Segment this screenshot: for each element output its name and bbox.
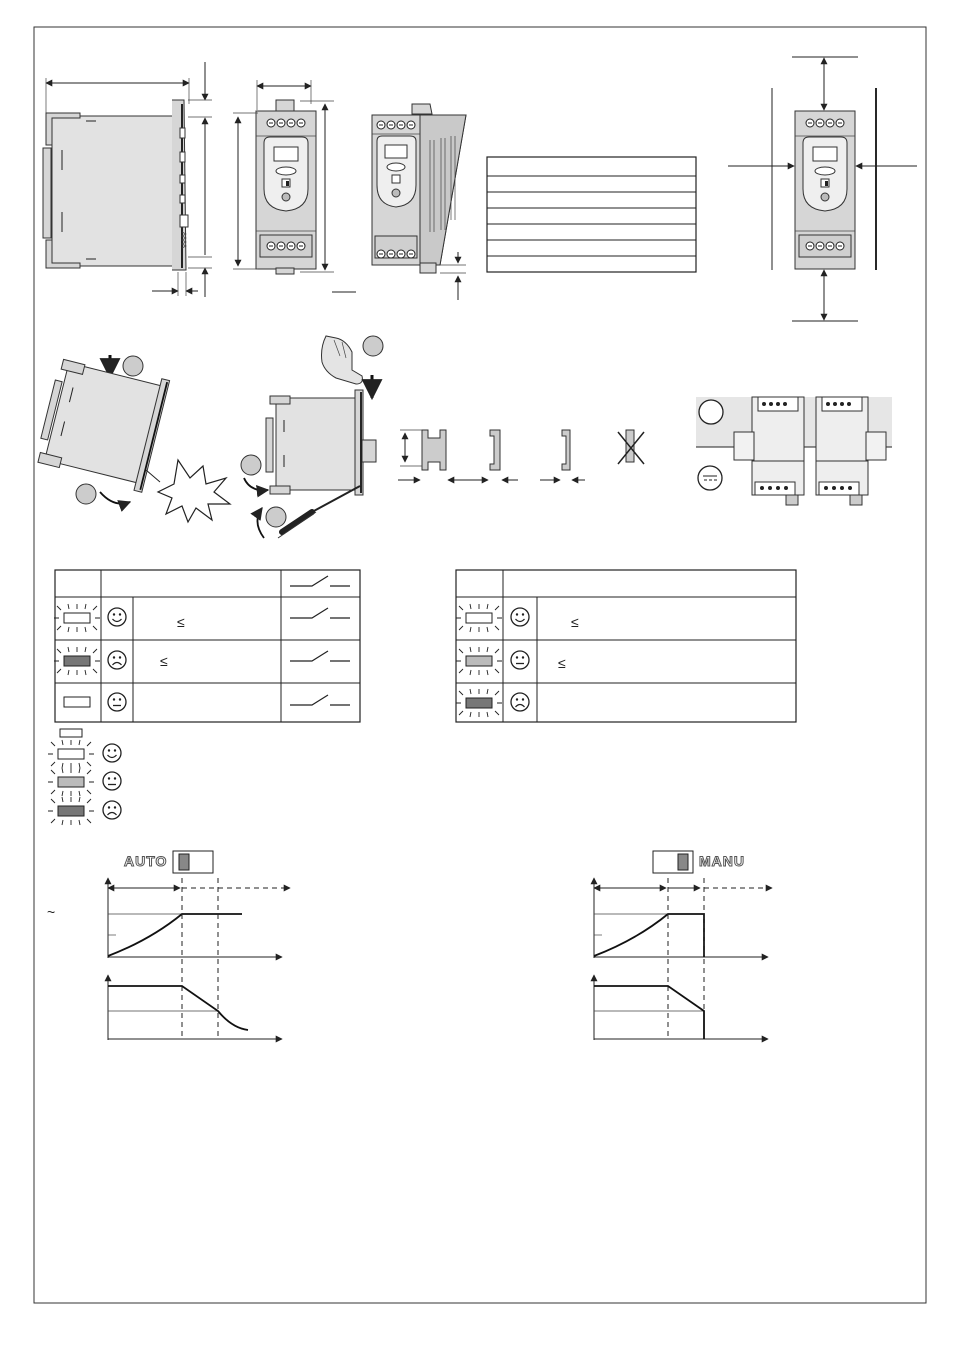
auto-timing-diagram: [47, 851, 290, 1040]
smiley-happy-icon: [108, 608, 126, 626]
auto-label: AUTO: [124, 853, 168, 869]
step-circle: [123, 356, 143, 376]
smiley-neutral-icon: [103, 772, 121, 790]
symbol-le: ≤: [177, 614, 185, 630]
status-table-right: [456, 570, 796, 722]
side-view-drawing: [43, 62, 212, 297]
manu-label: MANU: [699, 853, 745, 869]
smiley-sad-icon: [103, 801, 121, 819]
mounting-tilt-drawing: [34, 354, 230, 522]
led-off-icon: [60, 729, 82, 737]
symbol-le: ≤: [558, 655, 566, 671]
manu-timing-diagram: [594, 851, 772, 1040]
smiley-happy-icon: [511, 608, 529, 626]
symbol-le: ≤: [160, 653, 168, 669]
side-by-side-mounting: [696, 397, 892, 505]
led-off-icon: [64, 697, 90, 707]
legend: [48, 729, 121, 825]
step-circle: [266, 507, 286, 527]
smiley-sad-icon: [108, 651, 126, 669]
smiley-neutral-icon: [511, 651, 529, 669]
step-circle: [363, 336, 383, 356]
led-blink-gray-icon: [48, 768, 94, 796]
front-view-drawing: [233, 80, 356, 292]
smiley-neutral-icon: [108, 693, 126, 711]
step-circle: [76, 484, 96, 504]
symbol-tilde: ~: [47, 904, 56, 920]
clearance-view-drawing: [728, 57, 917, 321]
din-rail-profiles: [398, 430, 644, 480]
symbol-le: ≤: [571, 614, 579, 630]
smiley-happy-icon: [103, 744, 121, 762]
perspective-view-drawing: [372, 104, 466, 300]
step-circle: [241, 455, 261, 475]
dimensions-table: [487, 157, 696, 272]
status-table-left: [54, 570, 360, 722]
led-blink-white-icon: [48, 740, 94, 768]
led-blink-dark-icon: [48, 797, 94, 825]
smiley-sad-icon: [511, 693, 529, 711]
dismounting-drawing: [241, 336, 383, 538]
